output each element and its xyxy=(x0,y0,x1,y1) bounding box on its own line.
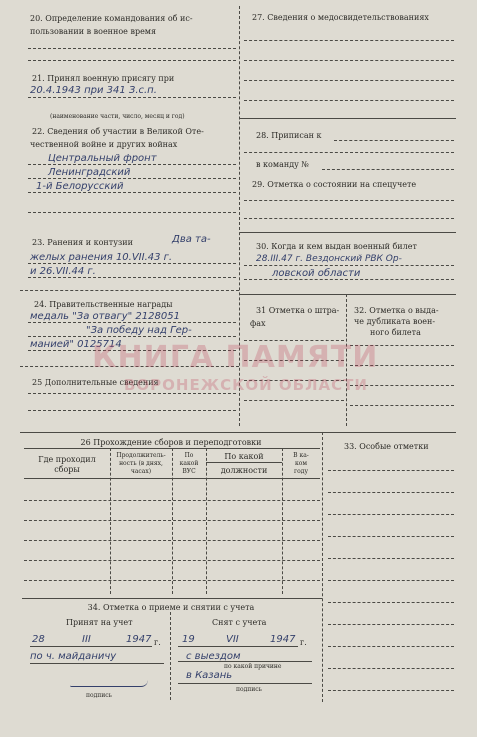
training-col-vus-1: По xyxy=(184,452,194,459)
removed-reason-caption: по какой причине xyxy=(224,663,282,670)
field-25-label: 25 Дополнительные сведения xyxy=(32,378,159,387)
training-col-duration-1: Продолжитель- xyxy=(116,452,166,459)
field-28-team-label: в команду № xyxy=(256,160,309,169)
removed-day: 19 xyxy=(182,634,195,645)
accepted-day: 28 xyxy=(32,634,45,645)
training-col-year-1: В ка- xyxy=(293,452,309,459)
training-col-place-2: сборы xyxy=(54,465,80,474)
field-31-label-2: фах xyxy=(250,319,266,328)
removed-month: VII xyxy=(226,634,239,645)
training-col-year-3: году xyxy=(294,468,308,475)
field-22-value-3: 1-й Белорусский xyxy=(36,181,124,192)
field-24-value-2: "За победу над Гер- xyxy=(86,325,192,336)
removed-note-2: в Казань xyxy=(186,670,233,681)
training-col-position-1: По какой xyxy=(224,452,264,461)
training-col-duration-2: ность (в днях, xyxy=(119,460,163,467)
field-29-label: 29. Отметка о состоянии на спецучете xyxy=(252,180,417,189)
field-28-label: 28. Приписан к xyxy=(256,131,322,140)
field-30-value-2: ловской области xyxy=(272,268,361,279)
field-32-label-1: 32. Отметка о выда- xyxy=(354,306,439,315)
special-marks-title: 33. Особые отметки xyxy=(344,442,429,451)
field-27-label: 27. Сведения о медосвидетельствованиях xyxy=(252,13,429,22)
field-22-label-2: чественной войне и других войнах xyxy=(30,140,178,149)
field-24-value-3: манией" 0125714 xyxy=(30,339,122,350)
removed-signature-caption: подпись xyxy=(236,686,262,693)
special-marks-divider xyxy=(322,432,323,702)
training-col-vus-3: ВУС xyxy=(182,468,196,475)
field-23-value-2: желых ранения 10.VII.43 г. xyxy=(30,252,173,263)
field-32-label-3: ного билета xyxy=(370,328,421,337)
training-title: 26 Прохождение сборов и переподготовки xyxy=(80,438,262,447)
training-col-year-2: ком xyxy=(294,460,308,467)
registration-section-top xyxy=(22,598,322,599)
field-31-label-1: 31 Отметка о штра- xyxy=(256,306,340,315)
field-21-label: 21. Принял военную присягу при xyxy=(32,74,175,83)
removed-year: 1947 xyxy=(270,634,296,645)
field-24-label: 24. Правительственные награды xyxy=(34,300,173,309)
accepted-label: Принят на учет xyxy=(66,618,133,627)
field-22-value-2: Ленинградский xyxy=(48,167,131,178)
field-20-label-2: пользовании в военное время xyxy=(30,27,157,36)
watermark-line-1: КНИГА ПАМЯТИ xyxy=(92,340,379,375)
field-21-caption: (наименование части, число, месяц и год) xyxy=(50,113,185,120)
training-col-duration-3: часах) xyxy=(130,468,152,475)
registration-title: 34. Отметка о приеме и снятии с учета xyxy=(87,603,255,612)
field-23-label: 23. Ранения и контузии xyxy=(32,238,133,247)
field-24-value-1: медаль "За отвагу" 2128051 xyxy=(30,311,180,322)
accepted-signature-caption: подпись xyxy=(86,692,112,699)
watermark-line-2: ВОРОНЕЖСКОЙ ОБЛАСТИ xyxy=(124,376,368,394)
accepted-note: по ч. майданичу xyxy=(30,651,117,662)
training-col-position-2: должности xyxy=(220,466,268,475)
field-23-value-1: Два та- xyxy=(172,234,211,245)
field-30-label: 30. Когда и кем выдан военный билет xyxy=(256,242,417,251)
training-section-top xyxy=(20,432,456,433)
training-col-place-1: Где проходил xyxy=(38,455,96,464)
field-22-value-1: Центральный фронт xyxy=(48,153,157,164)
field-32-label-2: че дубликата воен- xyxy=(354,317,436,326)
accepted-signature xyxy=(70,680,148,687)
accepted-year-suffix: г. xyxy=(154,638,161,647)
field-22-label-1: 22. Сведения об участии в Великой Оте- xyxy=(32,127,204,136)
field-23-value-3: и 26.VII.44 г. xyxy=(30,266,96,277)
accepted-month: III xyxy=(82,634,91,645)
field-30-value-1: 28.III.47 г. Вездонский РВК Ор- xyxy=(256,254,402,264)
removed-year-suffix: г. xyxy=(300,638,307,647)
removed-note-1: с выездом xyxy=(186,651,241,662)
field-21-value: 20.4.1943 при 341 З.с.п. xyxy=(30,85,157,96)
field-20-label-1: 20. Определение командования об ис- xyxy=(30,14,193,23)
removed-label: Снят с учета xyxy=(212,618,267,627)
training-col-vus-2: какой xyxy=(179,460,199,467)
accepted-year: 1947 xyxy=(126,634,152,645)
